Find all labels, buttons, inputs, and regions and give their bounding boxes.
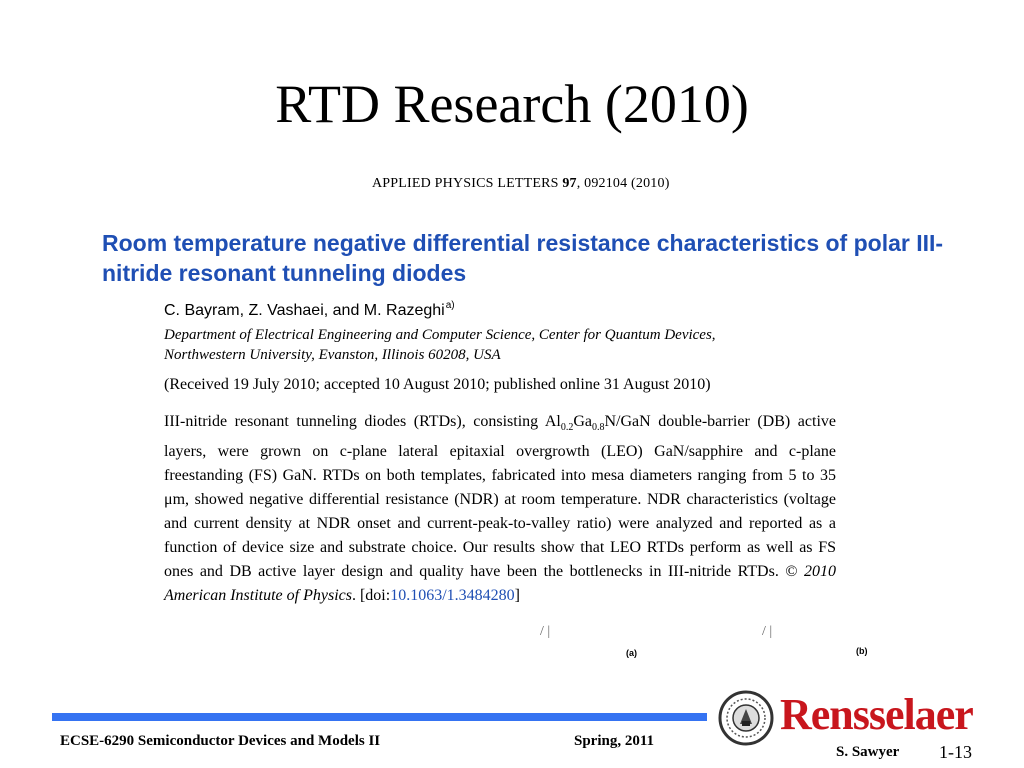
abstract-subscript-al: 0.2 [560, 422, 574, 433]
abstract-subscript-ga: 0.8 [592, 422, 605, 433]
footer-divider-bar [52, 713, 707, 721]
figure-fragment-a: / | [540, 624, 551, 639]
abstract-text-2: N/GaN double-barrier (DB) active layers, were grown on c-plane lateral epitaxial overgrowth (LEO) GaN/sapphire and c-plane freestanding (FS) GaN. RTDs on both templates, fabricated into mesa diameters ranging from 5 to 35 μm, showed negative differential resistance (NDR) at room temperature. NDR characteristics (voltage and current density at NDR onset and current-peak-to-valley ratio) were analyzed and reported as a function of device size and substrate choice. Our results show that LEO RTDs perform as well as FS ones and DB active layer design and quality have been the bottlenecks in III-nitride RTDs. © [164, 413, 837, 580]
footer-term: Spring, 2011 [574, 733, 655, 749]
journal-volume: 97 [562, 176, 577, 191]
affiliation-line-1: Department of Electrical Engineering and Computer Science, Center for Quantum Devices, [164, 327, 716, 343]
paper-affiliation [164, 325, 716, 365]
footer-course: ECSE-6290 Semiconductor Devices and Models II [60, 733, 381, 749]
figure-fragment-b: / | [762, 624, 773, 639]
paper-authors [164, 300, 455, 320]
journal-citation-rest: , 092104 (2010) [576, 176, 670, 191]
journal-citation [372, 176, 670, 192]
journal-name: APPLIED PHYSICS LETTERS [372, 176, 559, 191]
rensselaer-seal-icon [718, 690, 774, 746]
paper-title: Room temperature negative differential resistance characteristics of polar III-nitride resonant tunneling diodes [102, 230, 944, 286]
doi-link[interactable]: 10.1063/1.3484280 [390, 587, 515, 604]
abstract-text-ga: Ga [573, 413, 592, 430]
paper-abstract [164, 410, 836, 608]
footer-author: S. Sawyer [836, 744, 900, 760]
rensselaer-logo: Rensselaer [780, 690, 973, 739]
abstract-text-3: . [doi: [351, 587, 391, 604]
author-list: C. Bayram, Z. Vashaei, and M. Razeghi [164, 302, 445, 319]
page-number: 1-13 [939, 742, 972, 762]
author-footnote-mark: a) [445, 300, 455, 311]
slide-title: RTD Research (2010) [275, 74, 749, 134]
abstract-text-4: ] [514, 587, 520, 604]
abstract-copyright: 2010 American Institute of Physics [164, 563, 836, 604]
figure-label-b: (b) [856, 646, 868, 656]
paper-received-dates: (Received 19 July 2010; accepted 10 August 2010; published online 31 August 2010) [164, 376, 711, 393]
abstract-text-1: III-nitride resonant tunneling diodes (RTDs), consisting Al [164, 413, 561, 430]
figure-label-a: (a) [626, 648, 637, 658]
affiliation-line-2: Northwestern University, Evanston, Illinois 60208, USA [164, 347, 501, 363]
